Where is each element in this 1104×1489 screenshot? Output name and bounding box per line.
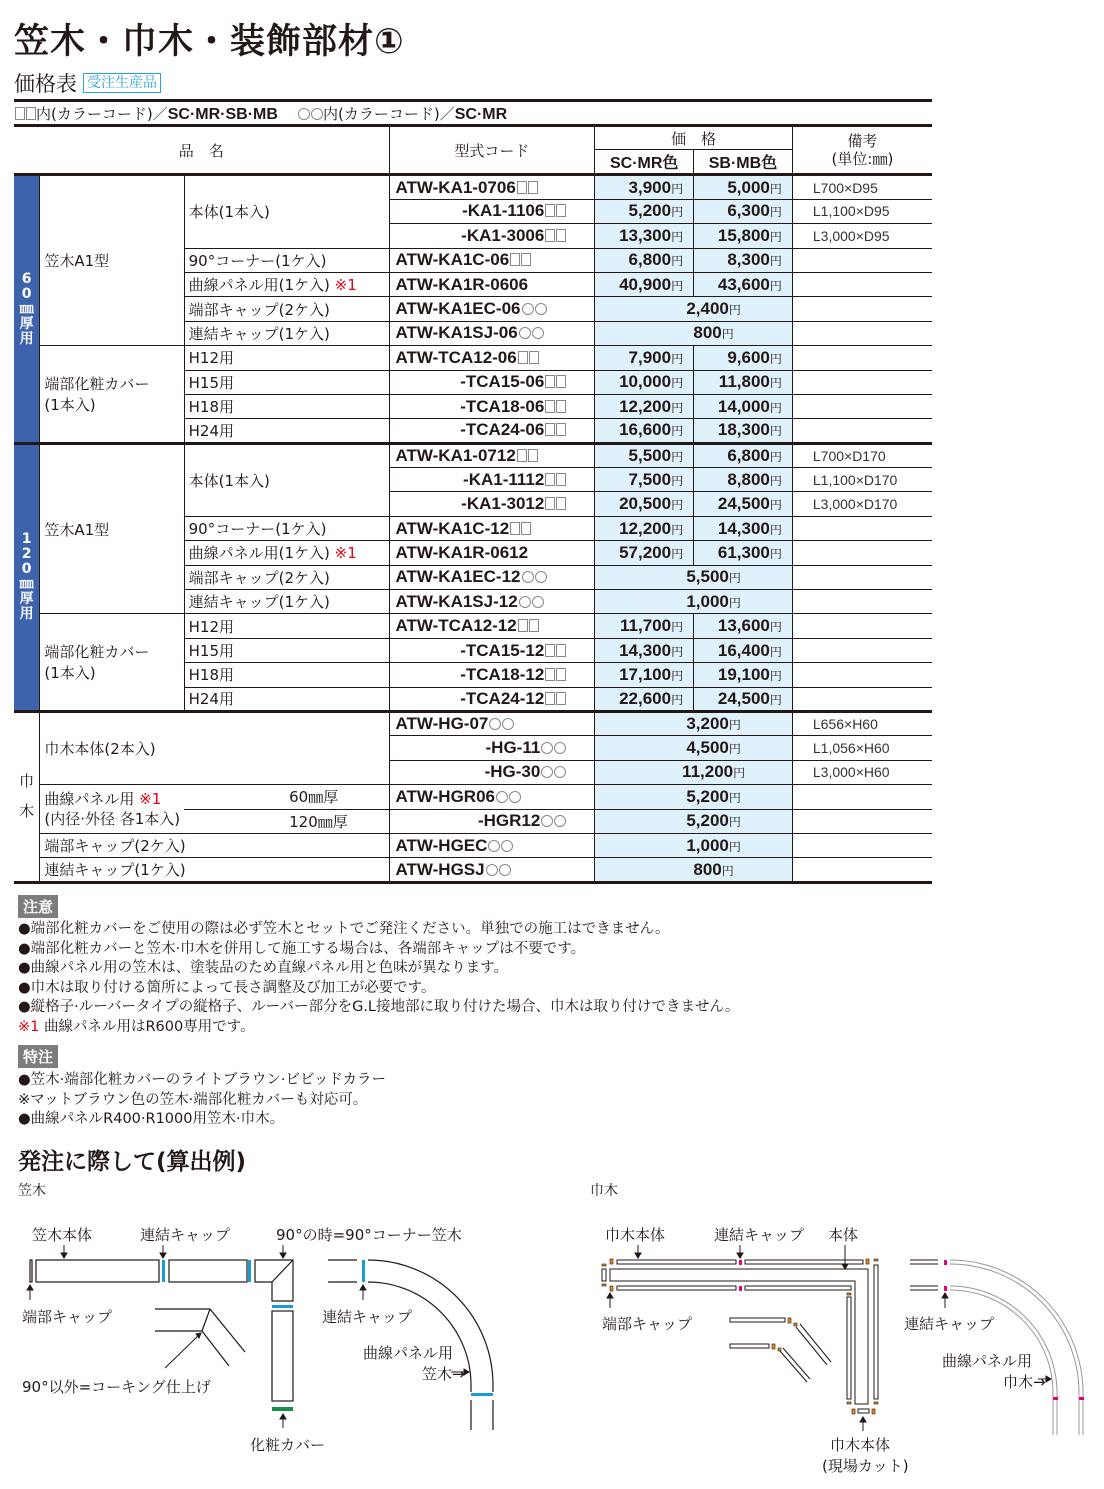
header-name: 品 名	[14, 126, 389, 175]
price-sb-mb: 9,600円	[694, 346, 793, 370]
product-sub: 120㎜厚	[184, 809, 389, 833]
product-name: 端部化粧カバー (1本入)	[40, 346, 184, 444]
model-code: ATW-KA1EC-12	[389, 565, 595, 589]
table-row	[14, 833, 932, 857]
price-sb-mb: 61,300円	[694, 541, 793, 565]
label-habaki-curve: 曲線パネル用	[942, 1352, 1033, 1370]
remark-cell: L700×D95	[792, 175, 932, 199]
remark-cell	[792, 809, 932, 833]
product-sub: H15用	[184, 638, 389, 662]
price-sb-mb: 14,000円	[694, 394, 793, 418]
remark-cell	[792, 858, 932, 882]
model-code: -TCA18-12	[389, 663, 595, 687]
table-row	[14, 785, 932, 809]
label-curve-2: 笠木→	[422, 1365, 465, 1383]
circle-icon	[499, 864, 511, 876]
label-cover: 化粧カバー	[250, 1436, 326, 1454]
remark-cell	[792, 833, 932, 857]
remark-cell	[792, 321, 932, 345]
price-sc-mr: 3,900円	[595, 175, 694, 199]
header-price-sc: SC·MR色	[595, 150, 694, 175]
table-row	[14, 443, 932, 467]
price-cell: 11,200円	[595, 760, 793, 784]
square-icon	[26, 107, 36, 120]
square-icon	[517, 181, 527, 194]
circle-icon	[554, 766, 566, 778]
price-sb-mb: 8,800円	[694, 468, 793, 492]
remark-cell: L1,100×D170	[792, 468, 932, 492]
caution-label: 注意	[18, 895, 58, 918]
model-code: ATW-TCA12-12	[389, 614, 595, 638]
square-icon	[510, 253, 520, 266]
price-sc-mr: 17,100円	[595, 663, 694, 687]
model-code: ATW-KA1SJ-12	[389, 590, 595, 614]
circle-icon	[311, 108, 323, 120]
remark-cell	[792, 248, 932, 272]
remark-cell: L3,000×D170	[792, 492, 932, 516]
label-joint-cap: 連結キャップ	[140, 1226, 231, 1244]
remark-cell	[792, 541, 932, 565]
label-habaki-cut: 巾木本体	[830, 1436, 891, 1454]
table-row	[14, 711, 932, 735]
square-icon	[556, 668, 566, 681]
table-row	[14, 614, 932, 638]
model-code: -KA1-3012	[389, 492, 595, 516]
price-sc-mr: 5,200円	[595, 199, 694, 223]
table-row	[14, 175, 932, 199]
remark-cell	[792, 638, 932, 662]
header-price-sb: SB·MB色	[694, 150, 793, 175]
model-code: ATW-HG-07	[389, 711, 595, 735]
label-end-cap: 端部キャップ	[22, 1308, 113, 1326]
circle-icon	[532, 327, 544, 339]
product-name: 端部化粧カバー (1本入)	[40, 614, 184, 712]
habaki-diagram-heading: 巾木	[590, 1183, 618, 1199]
square-icon	[556, 375, 566, 388]
circle-icon	[519, 596, 531, 608]
circle-icon	[522, 571, 534, 583]
made-to-order-badge: 受注生産品	[83, 73, 161, 93]
model-code: ATW-HGSJ	[389, 858, 595, 882]
product-sub: H15用	[184, 370, 389, 394]
model-code: -TCA15-12	[389, 638, 595, 662]
square-icon	[545, 497, 555, 510]
product-sub: 連結キャップ(1ケ入)	[184, 590, 389, 614]
square-icon	[528, 181, 538, 194]
square-icon	[556, 497, 566, 510]
model-code: ATW-KA1R-0606	[389, 272, 595, 296]
price-sc-mr: 40,900円	[595, 272, 694, 296]
table-row	[14, 858, 932, 882]
model-code: ATW-KA1EC-06	[389, 297, 595, 321]
circle-icon	[519, 327, 531, 339]
price-sc-mr: 13,300円	[595, 224, 694, 248]
product-sub: 曲線パネル用(1ケ入) ※1	[184, 272, 389, 296]
model-code: -TCA15-06	[389, 370, 595, 394]
price-cell: 1,000円	[595, 833, 793, 857]
header-price: 価 格	[595, 126, 793, 150]
price-sb-mb: 8,300円	[694, 248, 793, 272]
remark-cell	[792, 516, 932, 540]
square-icon	[556, 204, 566, 217]
label-joint-cap-2: 連結キャップ	[322, 1308, 413, 1326]
product-sub: H18用	[184, 394, 389, 418]
product-sub: H24用	[184, 687, 389, 711]
price-sc-mr: 12,200円	[595, 516, 694, 540]
square-icon	[521, 522, 531, 535]
remark-cell: L700×D170	[792, 443, 932, 467]
square-icon	[556, 692, 566, 705]
remark-cell	[792, 394, 932, 418]
price-sb-mb: 6,800円	[694, 443, 793, 467]
circle-icon	[541, 815, 553, 827]
model-code: -KA1-3006	[389, 224, 595, 248]
price-cell: 800円	[595, 858, 793, 882]
circle-icon	[489, 718, 501, 730]
remark-cell	[792, 297, 932, 321]
price-sb-mb: 16,400円	[694, 638, 793, 662]
special-order-notes: ●笠木·端部化粧カバーのライトブラウン·ビビッドカラー ※マットブラウン色の笠木·端部化粧カバーも対応可。 ●曲線パネルR400·R1000用笠木·巾木。	[18, 1072, 386, 1127]
label-habaki-end-cap: 端部キャップ	[602, 1315, 693, 1333]
price-cell: 2,400円	[595, 297, 793, 321]
model-code: -HGR12	[389, 809, 595, 833]
price-sb-mb: 15,800円	[694, 224, 793, 248]
model-code: -TCA24-06	[389, 419, 595, 443]
model-code: ATW-HGR06	[389, 785, 595, 809]
circle-icon	[509, 791, 521, 803]
model-code: -TCA24-12	[389, 687, 595, 711]
price-sb-mb: 11,800円	[694, 370, 793, 394]
price-sb-mb: 19,100円	[694, 663, 793, 687]
square-icon	[518, 619, 528, 632]
section-label-habaki: 巾 木	[14, 711, 40, 882]
circle-icon	[541, 742, 553, 754]
remark-cell	[792, 565, 932, 589]
label-habaki-joint-cap: 連結キャップ	[714, 1226, 805, 1244]
price-cell: 3,200円	[595, 711, 793, 735]
circle-icon	[535, 303, 547, 315]
square-icon	[545, 375, 555, 388]
table-row	[14, 346, 932, 370]
model-code: -HG-11	[389, 736, 595, 760]
remark-cell	[792, 346, 932, 370]
price-cell: 4,500円	[595, 736, 793, 760]
product-name: 笠木A1型	[40, 443, 184, 614]
price-sb-mb: 43,600円	[694, 272, 793, 296]
remark-cell: L1,100×D95	[792, 199, 932, 223]
circle-icon	[488, 840, 500, 852]
price-sc-mr: 11,700円	[595, 614, 694, 638]
product-sub: H18用	[184, 663, 389, 687]
square-icon	[510, 522, 520, 535]
model-code: ATW-TCA12-06	[389, 346, 595, 370]
section-label-s60: 6 0 ㎜ 厚 用	[14, 175, 40, 443]
model-code: -KA1-1112	[389, 468, 595, 492]
special-order-label: 特注	[18, 1045, 58, 1068]
product-sub: 本体(1本入)	[184, 443, 389, 516]
square-icon	[545, 692, 555, 705]
product-sub: 端部キャップ(2ケ入)	[184, 565, 389, 589]
product-sub: H12用	[184, 614, 389, 638]
square-icon	[556, 423, 566, 436]
remark-cell	[792, 590, 932, 614]
remark-cell: L3,000×H60	[792, 760, 932, 784]
model-code: ATW-KA1-0706	[389, 175, 595, 199]
product-name: 巾木本体(2本入)	[40, 711, 389, 784]
price-cell: 800円	[595, 321, 793, 345]
label-habaki-body: 巾木本体	[605, 1226, 666, 1244]
square-icon	[529, 351, 539, 364]
circle-icon	[541, 766, 553, 778]
product-sub: 本体(1本入)	[184, 175, 389, 248]
label-corner: 90°の時=90°コーナー笠木	[276, 1226, 462, 1244]
price-sb-mb: 5,000円	[694, 175, 793, 199]
product-sub: 60㎜厚	[184, 785, 389, 809]
square-icon	[545, 644, 555, 657]
price-sb-mb: 14,300円	[694, 516, 793, 540]
circle-icon	[496, 791, 508, 803]
remark-cell: L656×H60	[792, 711, 932, 735]
model-code: ATW-KA1-0712	[389, 443, 595, 467]
price-table	[14, 124, 932, 884]
product-name: 笠木A1型	[40, 175, 184, 346]
square-icon	[521, 253, 531, 266]
model-code: ATW-KA1SJ-06	[389, 321, 595, 345]
square-icon	[545, 400, 555, 413]
page-title: 笠木・巾木・装飾部材①	[14, 22, 405, 62]
price-sb-mb: 13,600円	[694, 614, 793, 638]
price-sc-mr: 10,000円	[595, 370, 694, 394]
square-icon	[556, 644, 566, 657]
price-cell: 5,200円	[595, 785, 793, 809]
square-icon	[518, 351, 528, 364]
square-icon	[529, 619, 539, 632]
price-sc-mr: 7,500円	[595, 468, 694, 492]
model-code: ATW-KA1C-12	[389, 516, 595, 540]
price-sb-mb: 6,300円	[694, 199, 793, 223]
circle-icon	[554, 742, 566, 754]
caution-notes: ●端部化粧カバーをご使用の際は必ず笠木とセットでご発注ください。単独での施工はできません。 ●端部化粧カバーと笠木·巾木を併用して施工する場合は、各端部キャップは不要です。 ●曲線パネル用の笠木は、塗装品のため直線パネル用と色味が異なります。 ●巾木は取り付ける箇所によって長さ調整及び加工が必要です。 ●縦格子·ルーバータイプの縦格子、ルーバー部分をG.L接地部に取り付けた場合、巾木は取り付けできません。 ※1 曲線パネル用はR600専用です。	[18, 921, 740, 1035]
section-label-s120: 1 2 0 ㎜ 厚 用	[14, 443, 40, 711]
product-sub: 90°コーナー(1ケ入)	[184, 248, 389, 272]
remark-cell	[792, 614, 932, 638]
price-cell: 5,200円	[595, 809, 793, 833]
header-code: 型式コード	[389, 126, 595, 175]
label-habaki-cut-2: (現場カット)	[822, 1457, 909, 1475]
square-icon	[556, 473, 566, 486]
circle-icon	[535, 571, 547, 583]
price-sb-mb: 24,500円	[694, 492, 793, 516]
label-habaki-joint-cap-2: 連結キャップ	[904, 1315, 995, 1333]
remark-cell	[792, 663, 932, 687]
label-kasagi-body: 笠木本体	[32, 1226, 93, 1244]
square-icon	[517, 449, 527, 462]
product-sub: 端部キャップ(2ケ入)	[40, 833, 389, 857]
price-sc-mr: 20,500円	[595, 492, 694, 516]
product-name: 曲線パネル用 ※1 (内径·外径 各1本入)	[40, 785, 184, 834]
product-sub: H24用	[184, 419, 389, 443]
remark-cell	[792, 687, 932, 711]
model-code: -TCA18-06	[389, 394, 595, 418]
product-sub: 連結キャップ(1ケ入)	[40, 858, 389, 882]
price-sb-mb: 24,500円	[694, 687, 793, 711]
price-sc-mr: 22,600円	[595, 687, 694, 711]
square-icon	[545, 668, 555, 681]
remark-cell: L3,000×D95	[792, 224, 932, 248]
product-sub: 端部キャップ(2ケ入)	[184, 297, 389, 321]
remark-cell	[792, 272, 932, 296]
remark-cell	[792, 785, 932, 809]
price-sb-mb: 18,300円	[694, 419, 793, 443]
circle-icon	[522, 303, 534, 315]
price-sc-mr: 16,600円	[595, 419, 694, 443]
header-remarks: 備考 (単位:㎜)	[792, 126, 932, 175]
circle-icon	[501, 840, 513, 852]
price-sc-mr: 6,800円	[595, 248, 694, 272]
square-icon	[545, 229, 555, 242]
subtitle: 価格表	[14, 72, 77, 96]
model-code: ATW-KA1C-06	[389, 248, 595, 272]
divider	[14, 99, 932, 102]
square-icon	[15, 107, 25, 120]
circle-icon	[486, 864, 498, 876]
price-sc-mr: 14,300円	[595, 638, 694, 662]
circle-icon	[532, 596, 544, 608]
label-curve: 曲線パネル用	[363, 1344, 454, 1362]
price-sc-mr: 7,900円	[595, 346, 694, 370]
model-code: -KA1-1106	[389, 199, 595, 223]
product-sub: H12用	[184, 346, 389, 370]
model-code: ATW-HGEC	[389, 833, 595, 857]
model-code: ATW-KA1R-0612	[389, 541, 595, 565]
square-icon	[545, 473, 555, 486]
circle-icon	[502, 718, 514, 730]
kasagi-diagram-heading: 笠木	[18, 1183, 46, 1199]
product-sub: 曲線パネル用(1ケ入) ※1	[184, 541, 389, 565]
order-example-title: 発注に際して(算出例)	[18, 1149, 247, 1175]
circle-icon	[298, 108, 310, 120]
color-code-legend: 内(カラーコード)／SC·MR·SB·MB 内(カラーコード)／SC·MR	[14, 103, 507, 124]
price-cell: 1,000円	[595, 590, 793, 614]
price-sc-mr: 5,500円	[595, 443, 694, 467]
square-icon	[556, 400, 566, 413]
price-sc-mr: 57,200円	[595, 541, 694, 565]
label-caulk: 90°以外=コーキング仕上げ	[22, 1378, 211, 1396]
square-icon	[545, 423, 555, 436]
remark-cell	[792, 419, 932, 443]
circle-icon	[554, 815, 566, 827]
price-table-heading	[14, 68, 161, 98]
square-icon	[528, 449, 538, 462]
price-sc-mr: 12,200円	[595, 394, 694, 418]
product-sub: 90°コーナー(1ケ入)	[184, 516, 389, 540]
label-habaki-main: 本体	[828, 1226, 859, 1244]
square-icon	[556, 229, 566, 242]
square-icon	[545, 204, 555, 217]
price-cell: 5,500円	[595, 565, 793, 589]
label-habaki-curve-2: 巾木→	[1003, 1373, 1046, 1391]
product-sub: 連結キャップ(1ケ入)	[184, 321, 389, 345]
remark-cell: L1,056×H60	[792, 736, 932, 760]
model-code: -HG-30	[389, 760, 595, 784]
remark-cell	[792, 370, 932, 394]
